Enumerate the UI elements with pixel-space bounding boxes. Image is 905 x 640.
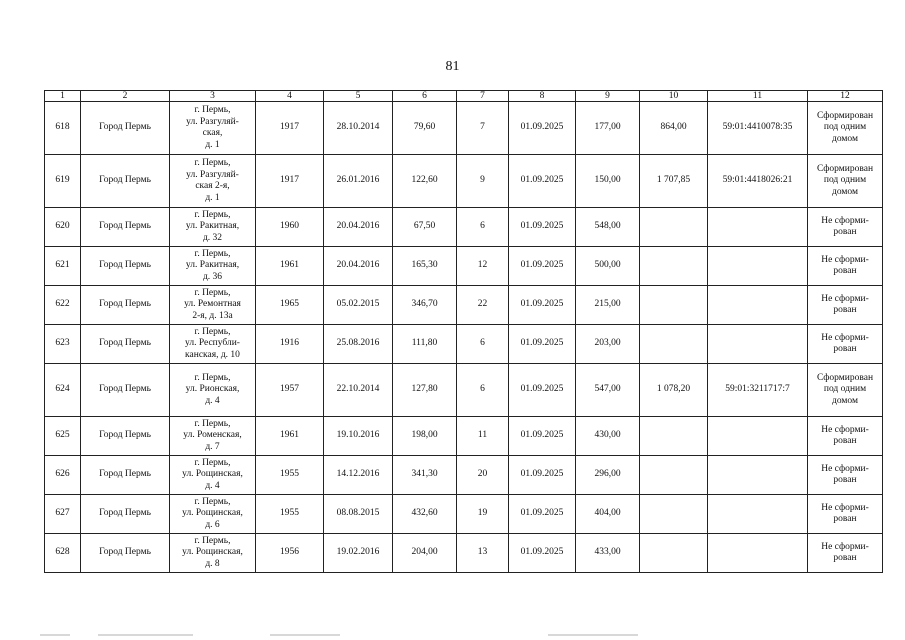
resettlement-deadline-cell: 01.09.2025: [509, 155, 576, 208]
row-number-cell: 622: [45, 286, 81, 325]
row-number-cell: 620: [45, 208, 81, 247]
col9-value-cell: 177,00: [576, 102, 640, 155]
address-cell: г. Пермь, ул. Роменская, д. 7: [170, 417, 256, 456]
col9-value-cell: 203,00: [576, 325, 640, 364]
land-area-cell: [640, 417, 708, 456]
land-area-cell: [640, 325, 708, 364]
table-row: [45, 417, 883, 456]
area-cell: 127,80: [393, 364, 457, 417]
land-area-cell: [640, 286, 708, 325]
build-year-cell: 1956: [256, 534, 324, 573]
municipality-cell: Город Пермь: [81, 155, 170, 208]
municipality-cell: Город Пермь: [81, 534, 170, 573]
municipality-cell: Город Пермь: [81, 325, 170, 364]
inspection-date-cell: 20.04.2016: [324, 247, 393, 286]
land-area-cell: [640, 208, 708, 247]
table-row: [45, 364, 883, 417]
residents-count-cell: 9: [457, 155, 509, 208]
address-cell: г. Пермь, ул. Рощинская, д. 4: [170, 456, 256, 495]
municipality-cell: Город Пермь: [81, 417, 170, 456]
row-number-cell: 623: [45, 325, 81, 364]
build-year-cell: 1917: [256, 102, 324, 155]
address-cell: г. Пермь, ул. Разгуляй- ская, д. 1: [170, 102, 256, 155]
residents-count-cell: 22: [457, 286, 509, 325]
resettlement-deadline-cell: 01.09.2025: [509, 417, 576, 456]
cadastral-number-cell: [708, 417, 808, 456]
column-header: 2: [81, 91, 170, 102]
table-row: [45, 456, 883, 495]
column-header: 4: [256, 91, 324, 102]
column-header: 8: [509, 91, 576, 102]
table-row: [45, 495, 883, 534]
resettlement-deadline-cell: 01.09.2025: [509, 456, 576, 495]
column-header: 11: [708, 91, 808, 102]
housing-registry-table: [44, 90, 883, 573]
area-cell: 341,30: [393, 456, 457, 495]
inspection-date-cell: 26.01.2016: [324, 155, 393, 208]
address-cell: г. Пермь, ул. Ракитная, д. 32: [170, 208, 256, 247]
cadastral-number-cell: [708, 325, 808, 364]
build-year-cell: 1955: [256, 495, 324, 534]
land-status-cell: Не сформи- рован: [808, 456, 883, 495]
municipality-cell: Город Пермь: [81, 208, 170, 247]
inspection-date-cell: 14.12.2016: [324, 456, 393, 495]
municipality-cell: Город Пермь: [81, 247, 170, 286]
residents-count-cell: 6: [457, 325, 509, 364]
address-cell: г. Пермь, ул. Рощинская, д. 8: [170, 534, 256, 573]
inspection-date-cell: 19.10.2016: [324, 417, 393, 456]
land-area-cell: [640, 534, 708, 573]
column-number-row: [45, 91, 883, 102]
land-area-cell: [640, 495, 708, 534]
build-year-cell: 1960: [256, 208, 324, 247]
land-status-cell: Не сформи- рован: [808, 247, 883, 286]
column-header: 9: [576, 91, 640, 102]
municipality-cell: Город Пермь: [81, 456, 170, 495]
residents-count-cell: 20: [457, 456, 509, 495]
address-cell: г. Пермь, ул. Ракитная, д. 36: [170, 247, 256, 286]
row-number-cell: 621: [45, 247, 81, 286]
cadastral-number-cell: [708, 208, 808, 247]
inspection-date-cell: 08.08.2015: [324, 495, 393, 534]
row-number-cell: 619: [45, 155, 81, 208]
page-number: 81: [445, 59, 460, 74]
table-row: [45, 247, 883, 286]
residents-count-cell: 12: [457, 247, 509, 286]
column-header: 10: [640, 91, 708, 102]
address-cell: г. Пермь, ул. Разгуляй- ская 2-я, д. 1: [170, 155, 256, 208]
residents-count-cell: 6: [457, 364, 509, 417]
table-row: [45, 208, 883, 247]
build-year-cell: 1965: [256, 286, 324, 325]
column-header: 5: [324, 91, 393, 102]
build-year-cell: 1916: [256, 325, 324, 364]
municipality-cell: Город Пермь: [81, 364, 170, 417]
cadastral-number-cell: 59:01:3211717:7: [708, 364, 808, 417]
cadastral-number-cell: [708, 286, 808, 325]
cadastral-number-cell: [708, 495, 808, 534]
address-cell: г. Пермь, ул. Ремонтная 2-я, д. 13а: [170, 286, 256, 325]
col9-value-cell: 500,00: [576, 247, 640, 286]
build-year-cell: 1961: [256, 417, 324, 456]
residents-count-cell: 13: [457, 534, 509, 573]
table-body: [45, 102, 883, 573]
municipality-cell: Город Пермь: [81, 286, 170, 325]
table-row: [45, 286, 883, 325]
resettlement-deadline-cell: 01.09.2025: [509, 286, 576, 325]
column-header: 7: [457, 91, 509, 102]
area-cell: 165,30: [393, 247, 457, 286]
row-number-cell: 627: [45, 495, 81, 534]
land-area-cell: 1 078,20: [640, 364, 708, 417]
area-cell: 67,50: [393, 208, 457, 247]
row-number-cell: 625: [45, 417, 81, 456]
scan-artifact: [40, 634, 70, 636]
table-row: [45, 102, 883, 155]
residents-count-cell: 7: [457, 102, 509, 155]
residents-count-cell: 6: [457, 208, 509, 247]
column-header: 12: [808, 91, 883, 102]
cadastral-number-cell: [708, 534, 808, 573]
land-status-cell: Сформирован под одним домом: [808, 102, 883, 155]
land-status-cell: Не сформи- рован: [808, 325, 883, 364]
scan-artifact: [548, 634, 638, 636]
resettlement-deadline-cell: 01.09.2025: [509, 534, 576, 573]
build-year-cell: 1957: [256, 364, 324, 417]
cadastral-number-cell: [708, 456, 808, 495]
column-header: 1: [45, 91, 81, 102]
build-year-cell: 1917: [256, 155, 324, 208]
resettlement-deadline-cell: 01.09.2025: [509, 495, 576, 534]
inspection-date-cell: 25.08.2016: [324, 325, 393, 364]
table-row: [45, 155, 883, 208]
resettlement-deadline-cell: 01.09.2025: [509, 364, 576, 417]
area-cell: 204,00: [393, 534, 457, 573]
land-status-cell: Не сформи- рован: [808, 417, 883, 456]
residents-count-cell: 19: [457, 495, 509, 534]
resettlement-deadline-cell: 01.09.2025: [509, 325, 576, 364]
column-header: 3: [170, 91, 256, 102]
municipality-cell: Город Пермь: [81, 102, 170, 155]
cadastral-number-cell: 59:01:4410078:35: [708, 102, 808, 155]
address-cell: г. Пермь, ул. Рощинская, д. 6: [170, 495, 256, 534]
area-cell: 198,00: [393, 417, 457, 456]
address-cell: г. Пермь, ул. Рионская, д. 4: [170, 364, 256, 417]
area-cell: 346,70: [393, 286, 457, 325]
area-cell: 432,60: [393, 495, 457, 534]
table-row: [45, 325, 883, 364]
land-area-cell: [640, 247, 708, 286]
land-area-cell: 864,00: [640, 102, 708, 155]
land-status-cell: Сформирован под одним домом: [808, 155, 883, 208]
resettlement-deadline-cell: 01.09.2025: [509, 102, 576, 155]
col9-value-cell: 215,00: [576, 286, 640, 325]
resettlement-deadline-cell: 01.09.2025: [509, 208, 576, 247]
row-number-cell: 624: [45, 364, 81, 417]
col9-value-cell: 433,00: [576, 534, 640, 573]
municipality-cell: Город Пермь: [81, 495, 170, 534]
row-number-cell: 628: [45, 534, 81, 573]
column-header: 6: [393, 91, 457, 102]
cadastral-number-cell: 59:01:4418026:21: [708, 155, 808, 208]
area-cell: 79,60: [393, 102, 457, 155]
land-area-cell: 1 707,85: [640, 155, 708, 208]
address-cell: г. Пермь, ул. Республи- канская, д. 10: [170, 325, 256, 364]
inspection-date-cell: 22.10.2014: [324, 364, 393, 417]
row-number-cell: 618: [45, 102, 81, 155]
table-row: [45, 534, 883, 573]
area-cell: 111,80: [393, 325, 457, 364]
inspection-date-cell: 28.10.2014: [324, 102, 393, 155]
land-status-cell: Не сформи- рован: [808, 286, 883, 325]
scan-artifact: [270, 634, 340, 636]
inspection-date-cell: 20.04.2016: [324, 208, 393, 247]
inspection-date-cell: 19.02.2016: [324, 534, 393, 573]
land-status-cell: Не сформи- рован: [808, 534, 883, 573]
scan-artifact: [98, 634, 193, 636]
land-area-cell: [640, 456, 708, 495]
residents-count-cell: 11: [457, 417, 509, 456]
land-status-cell: Сформирован под одним домом: [808, 364, 883, 417]
inspection-date-cell: 05.02.2015: [324, 286, 393, 325]
row-number-cell: 626: [45, 456, 81, 495]
col9-value-cell: 404,00: [576, 495, 640, 534]
resettlement-deadline-cell: 01.09.2025: [509, 247, 576, 286]
land-status-cell: Не сформи- рован: [808, 208, 883, 247]
area-cell: 122,60: [393, 155, 457, 208]
col9-value-cell: 430,00: [576, 417, 640, 456]
col9-value-cell: 150,00: [576, 155, 640, 208]
build-year-cell: 1961: [256, 247, 324, 286]
land-status-cell: Не сформи- рован: [808, 495, 883, 534]
col9-value-cell: 296,00: [576, 456, 640, 495]
col9-value-cell: 547,00: [576, 364, 640, 417]
build-year-cell: 1955: [256, 456, 324, 495]
col9-value-cell: 548,00: [576, 208, 640, 247]
cadastral-number-cell: [708, 247, 808, 286]
